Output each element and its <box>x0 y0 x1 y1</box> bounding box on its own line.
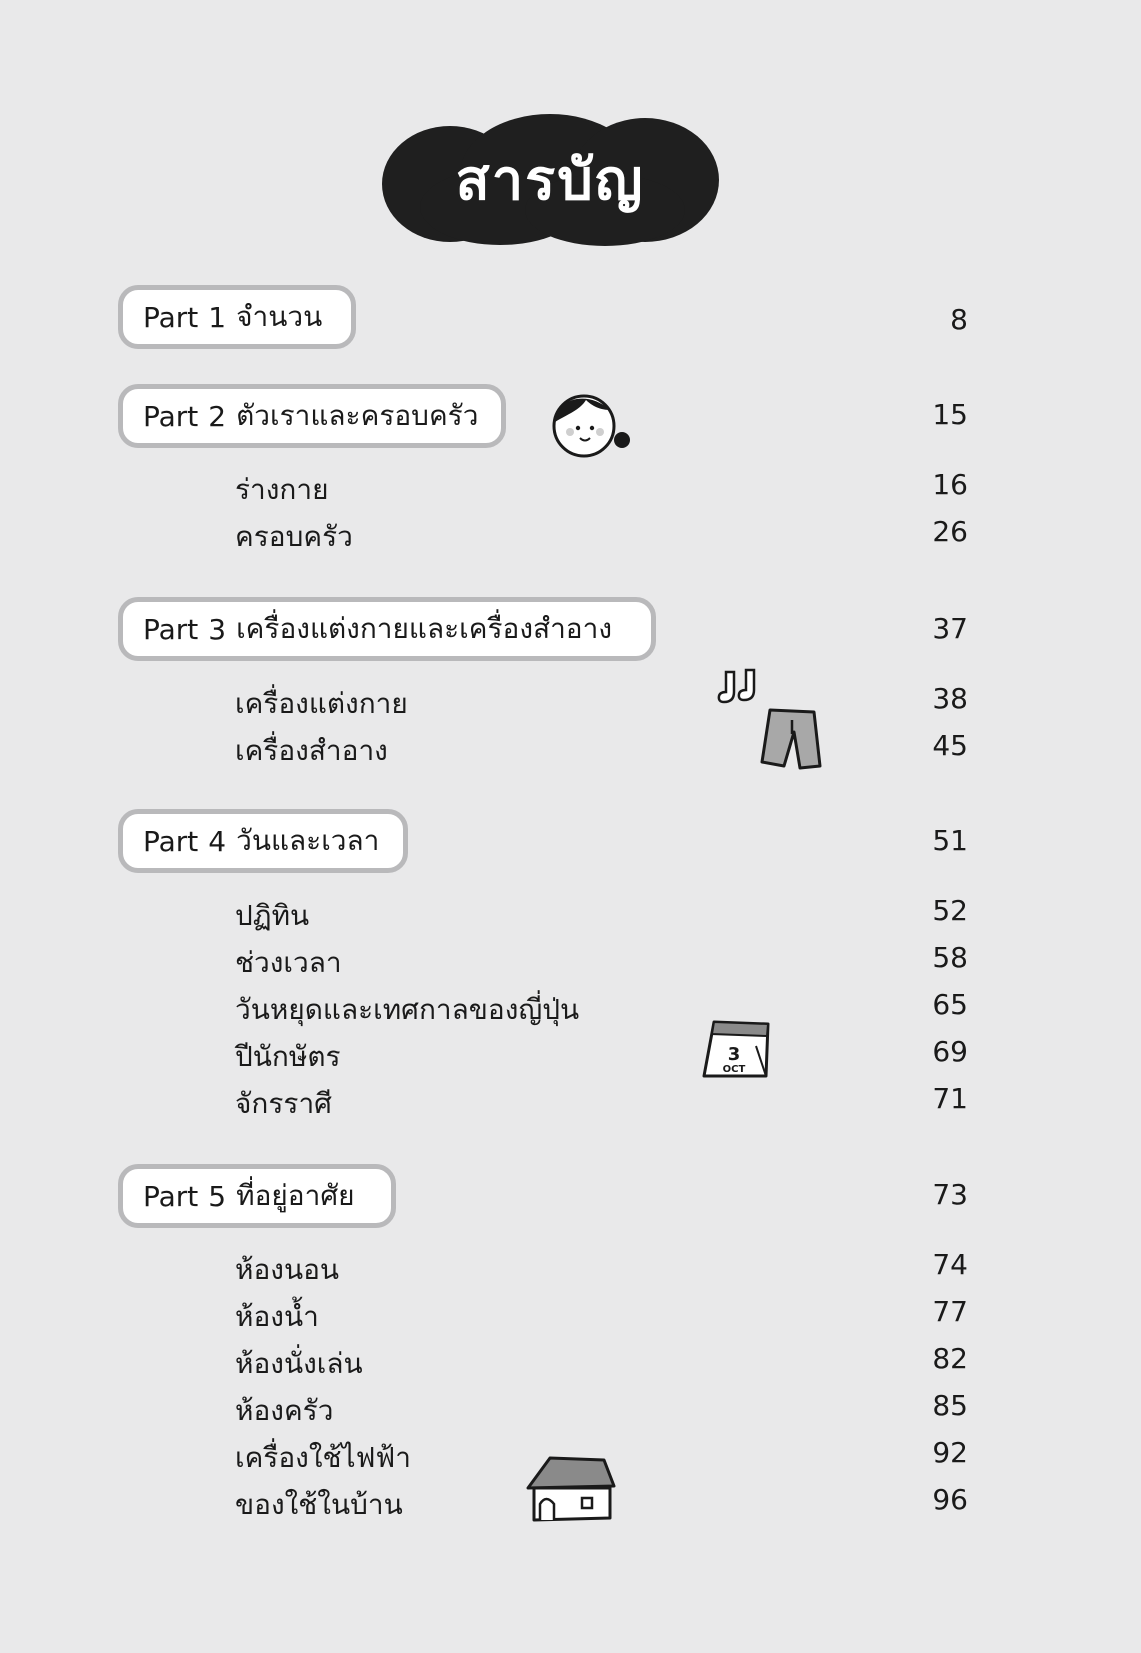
part-title: ที่อยู่อาศัย <box>236 1179 355 1212</box>
toc-item[interactable]: ห้องน้ำ <box>235 1300 319 1333</box>
part-prefix: Part <box>143 399 199 433</box>
toc-item[interactable]: ร่างกาย <box>235 473 329 506</box>
shorts-icon <box>758 706 826 772</box>
toc-item-page: 82 <box>932 1342 968 1375</box>
part-5-header[interactable] <box>118 1164 396 1228</box>
toc-item-page: 77 <box>932 1295 968 1328</box>
part-1-header[interactable] <box>118 285 356 349</box>
house-icon <box>522 1454 618 1524</box>
toc-item[interactable]: เครื่องสำอาง <box>235 734 388 767</box>
part-title: เครื่องแต่งกายและเครื่องสำอาง <box>236 612 613 645</box>
toc-item[interactable]: ครอบครัว <box>235 520 353 553</box>
toc-item-page: 45 <box>932 729 968 762</box>
toc-item-page: 65 <box>932 988 968 1021</box>
toc-item-page: 71 <box>932 1082 968 1115</box>
part-3-header[interactable] <box>118 597 656 661</box>
toc-item[interactable]: เครื่องใช้ไฟฟ้า <box>235 1441 411 1474</box>
part-2-page: 15 <box>932 398 968 431</box>
part-title: จำนวน <box>236 300 323 333</box>
part-prefix: Part <box>143 300 199 334</box>
toc-item-page: 38 <box>932 682 968 715</box>
toc-item[interactable]: ห้องนอน <box>235 1253 340 1286</box>
part-5-page: 73 <box>932 1178 968 1211</box>
socks-icon <box>716 668 766 708</box>
toc-item[interactable]: ห้องนั่งเล่น <box>235 1347 363 1380</box>
page-title: สารบัญ <box>455 148 645 213</box>
part-number: 2 <box>208 399 227 433</box>
part-3-page: 37 <box>932 612 968 645</box>
toc-item[interactable]: ปฏิทิน <box>235 899 310 932</box>
part-number: 1 <box>208 300 227 334</box>
toc-item-page: 96 <box>932 1483 968 1516</box>
toc-item[interactable]: วันหยุดและเทศกาลของญี่ปุ่น <box>235 993 580 1026</box>
part-4-header[interactable] <box>118 809 408 873</box>
toc-item-page: 74 <box>932 1248 968 1281</box>
part-number: 4 <box>208 824 227 858</box>
toc-item[interactable]: ของใช้ในบ้าน <box>235 1488 403 1521</box>
toc-item-page: 26 <box>932 515 968 548</box>
calendar-day: 3 <box>727 1044 741 1065</box>
toc-item[interactable]: ห้องครัว <box>235 1394 334 1427</box>
toc-item-page: 58 <box>932 941 968 974</box>
toc-item[interactable]: จักรราศี <box>235 1087 332 1120</box>
calendar-icon <box>700 1016 772 1082</box>
part-1-page: 8 <box>950 303 968 336</box>
title-cloud <box>380 112 720 247</box>
toc-item-page: 92 <box>932 1436 968 1469</box>
toc-item-page: 85 <box>932 1389 968 1422</box>
part-title: วันและเวลา <box>236 824 380 857</box>
toc-item-page: 52 <box>932 894 968 927</box>
part-prefix: Part <box>143 1179 199 1213</box>
part-prefix: Part <box>143 824 199 858</box>
toc-item[interactable]: ช่วงเวลา <box>235 946 342 979</box>
part-title: ตัวเราและครอบครัว <box>236 399 479 432</box>
part-4-page: 51 <box>932 824 968 857</box>
toc-item[interactable]: เครื่องแต่งกาย <box>235 687 408 720</box>
part-prefix: Part <box>143 612 199 646</box>
toc-item[interactable]: ปีนักษัตร <box>235 1040 341 1073</box>
girl-face-icon <box>548 388 636 458</box>
part-number: 3 <box>208 612 227 646</box>
toc-item-page: 69 <box>932 1035 968 1068</box>
part-2-header[interactable] <box>118 384 506 448</box>
toc-item-page: 16 <box>932 468 968 501</box>
calendar-month: OCT <box>722 1064 746 1075</box>
part-number: 5 <box>208 1179 227 1213</box>
